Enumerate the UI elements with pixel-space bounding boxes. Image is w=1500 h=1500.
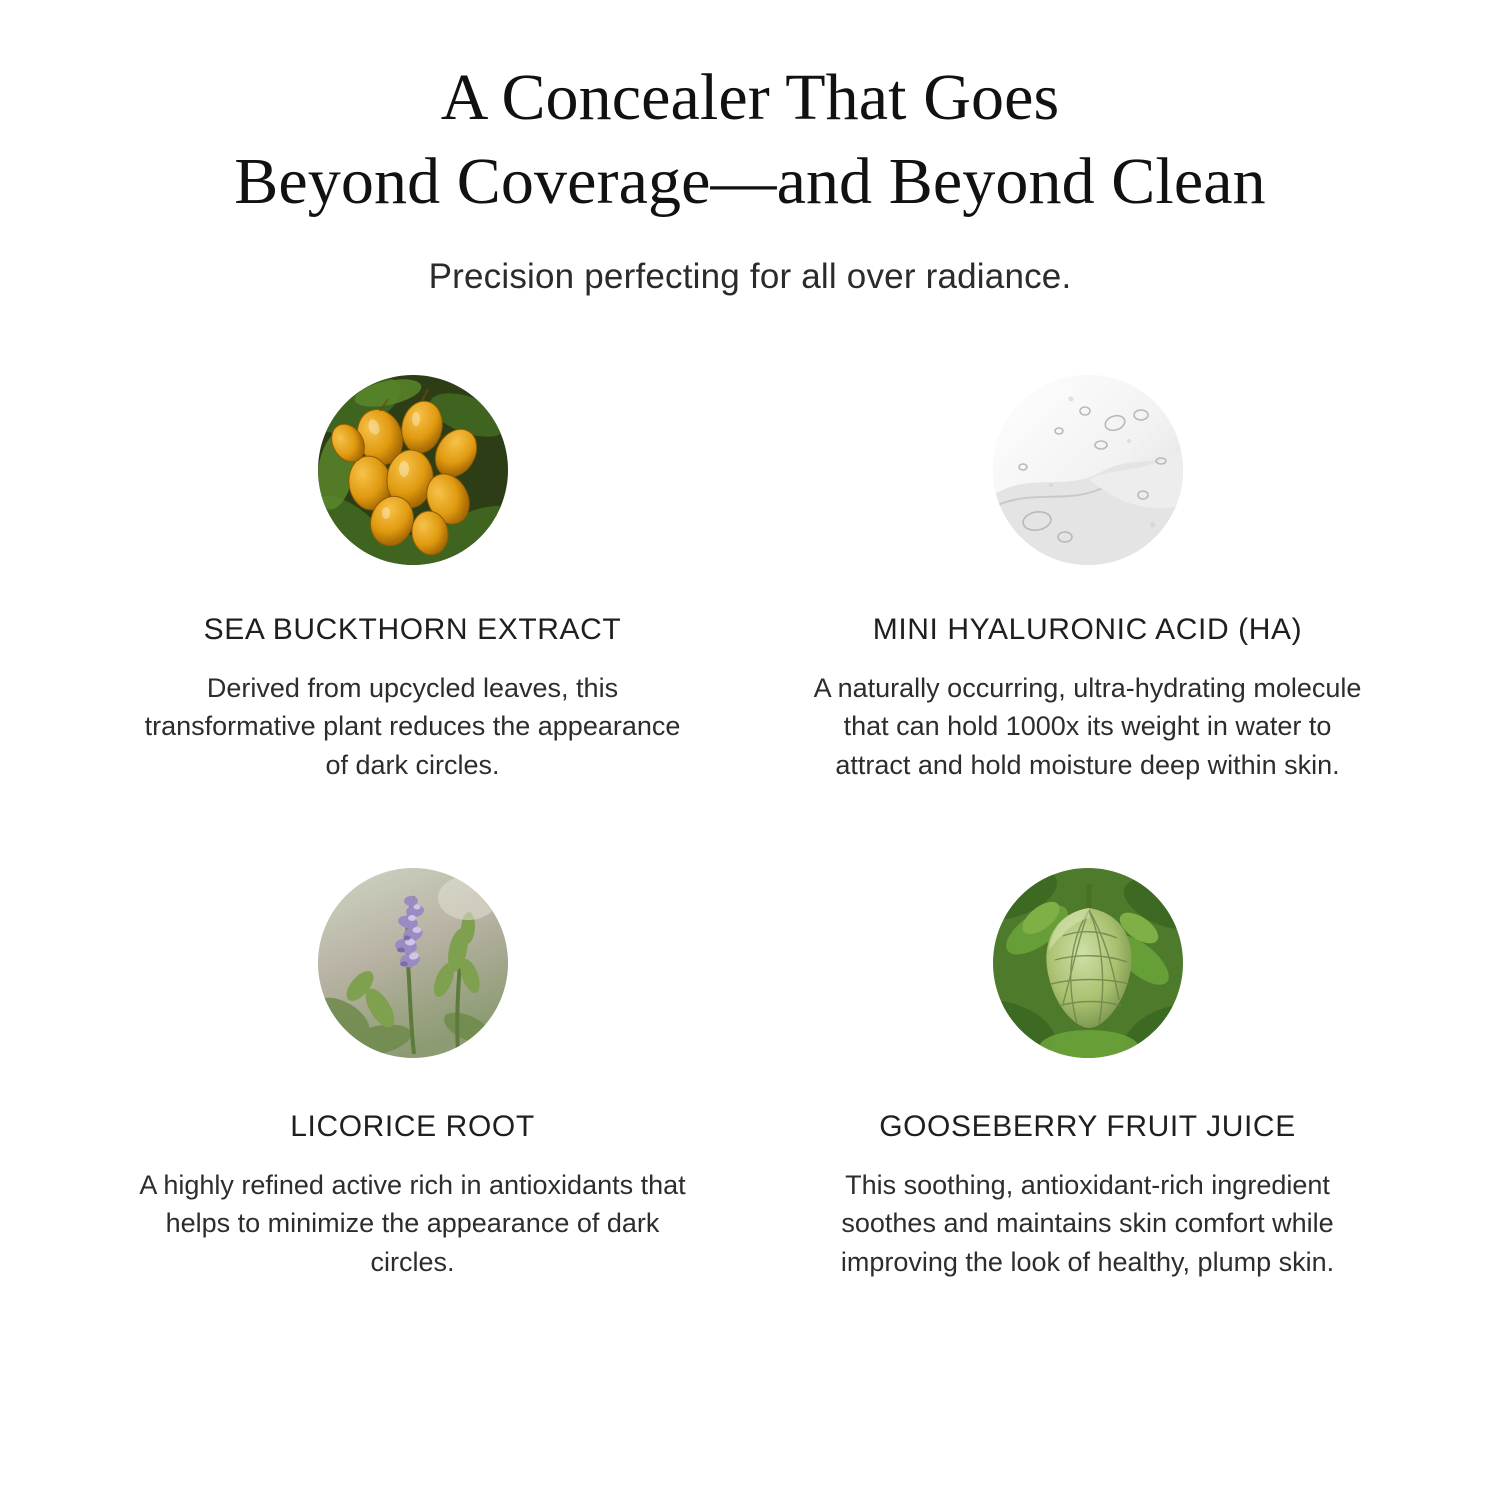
ingredient-grid: [105, 375, 1395, 1281]
ingredient-title: GOOSEBERRY FRUIT JUICE: [879, 1109, 1296, 1143]
ingredient-title: LICORICE ROOT: [290, 1109, 535, 1143]
ingredient-description: A naturally occurring, ultra-hydrating molecule that can hold 1000x its weight in water to attract and hold moisture deep within skin.: [813, 672, 1362, 780]
ingredient-card: [105, 868, 720, 1281]
page-subtitle: Precision perfecting for all over radiance.: [428, 256, 1072, 296]
page-title-line-2: Beyond Coverage—and Beyond Clean: [234, 145, 1266, 219]
ingredient-card: [105, 375, 720, 784]
ingredient-title: SEA BUCKTHORN EXTRACT: [203, 612, 622, 646]
ingredient-description: A highly refined active rich in antioxidants that helps to minimize the appearance of dark circles.: [139, 1169, 686, 1277]
ingredient-card: [780, 868, 1395, 1281]
hyaluronic-acid-gel-texture-photo: [993, 375, 1183, 565]
ingredient-title: MINI HYALURONIC ACID (HA): [872, 612, 1303, 646]
ingredient-description: Derived from upcycled leaves, this transformative plant reduces the appearance of dark circles.: [144, 672, 681, 780]
page-title-line-1: A Concealer That Goes: [440, 61, 1060, 134]
gooseberry-fruit-photo: [993, 868, 1183, 1058]
licorice-root-flower-photo: [318, 868, 508, 1058]
ingredient-card: [780, 375, 1395, 784]
page-title: [234, 56, 1265, 225]
sea-buckthorn-berries-photo: [318, 375, 508, 565]
ingredient-description: This soothing, antioxidant-rich ingredient soothes and maintains skin comfort while improving the look of healthy, plump skin.: [840, 1169, 1335, 1277]
